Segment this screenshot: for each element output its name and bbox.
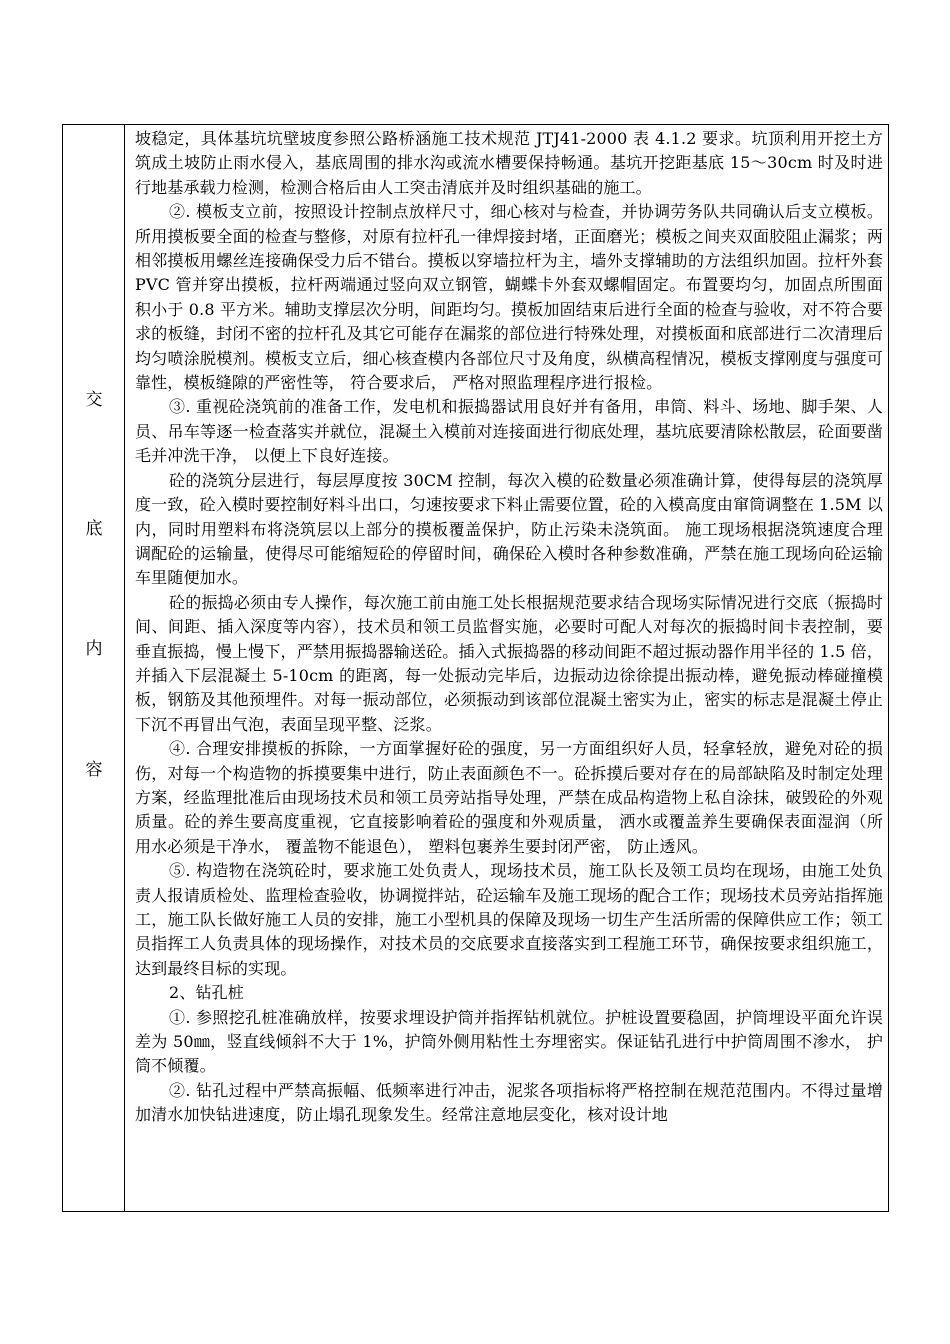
- section-label-char: 内: [85, 639, 103, 659]
- section-label-column: [63, 125, 125, 1211]
- paragraph: 坡稳定，具体基坑坑壁坡度参照公路桥涵施工技术规范 JTJ41-2000 表 4.1.2 要求。坑顶利用开挖土方筑成土坡防止雨水侵入，基底周围的排水沟或流水槽要保持畅通。基坑开挖距基底 15～30cm 时及时进行地基承载力检测，检测合格后由人工突击清底并及时组织基础的施工。: [135, 129, 883, 197]
- paragraph: ⑤. 构造物在浇筑砼时，要求施工处负责人，现场技术员，施工队长及领工员均在现场，由施工处负责人报请质检处、监理检查验收，协调搅拌站，砼运输车及施工现场的配合工作；现场技术员旁站指挥施工，施工队长做好施工人员的安排，施工小型机具的保障及现场一切生产生活所需的保障供应工作；领工员指挥工人负责具体的现场操作，对技术员的交底要求直接落实到工程施工环节，确保按要求组织施工，达到最终目标的实现。: [135, 861, 883, 978]
- paragraph: 砼的浇筑分层进行，每层厚度按 30CM 控制，每次入模的砼数量必须准确计算，使得每层的浇筑厚度一致，砼入模时要控制好料斗出口，匀速按要求下料止需要位置，砼的入模高度由窜筒调整在 1.5M 以内，同时用塑料布将浇筑层以上部分的摸板覆盖保护，防止污染未浇筑面。 施工现场根据浇筑速度合理调配砼的运输量，使得尽可能缩短砼的停留时间，确保砼入模时各种参数准确，严禁在施工现场向砼运输车里随便加水。: [135, 470, 883, 588]
- content-body: [135, 127, 883, 1128]
- section-heading: 2、钻孔桩: [169, 983, 244, 1003]
- section-label-char: 底: [85, 519, 103, 539]
- paragraph: ②. 钻孔过程中严禁高振幅、低频率进行冲击，泥浆各项指标将严格控制在规范范围内。不得过量增加清水加快钻进速度，防止塌孔现象发生。经常注意地层变化，核对设计地: [135, 1080, 883, 1125]
- content-table: [62, 124, 889, 1212]
- section-label-char: 容: [85, 760, 103, 780]
- paragraph: ②. 模板支立前，按照设计控制点放样尺寸，细心核对与检查，并协调劳务队共同确认后支立模板。所用摸板要全面的检查与整修，对原有拉杆孔一律焊接封堵，正面磨光；模板之间夹双面胶阻止漏浆；两相邻摸板用螺丝连接确保受力后不错台。摸板以穿墙拉杆为主，墙外支撑辅助的方法组织加固。拉杆外套 PVC 管并穿出摸板，拉杆两端通过竖向双立钢管，蝴蝶卡外套双螺帽固定。布置要均匀，加固点所围面积小于 0.8 平方米。辅助支撑层次分明，间距均匀。摸板加固结束后进行全面的检查与验收，对不符合要求的板缝，封闭不密的拉杆孔及其它可能存在漏浆的部位进行特殊处理，对摸板面和底部进行二次清理后均匀喷涂脱模剂。模板支立后，细心核查模内各部位尺寸及角度，纵横高程情况，模板支撑刚度与强度可靠性，模板缝隙的严密性等， 符合要求后， 严格对照监理程序进行报检。: [135, 202, 883, 393]
- paragraph: ③. 重视砼浇筑前的准备工作，发电机和振捣器试用良好并有备用，串筒、料斗、场地、脚手架、人员、吊车等逐一检查落实并就位，混凝土入模前对连接面进行彻底处理，基坑底要清除松散层，砼面要凿毛并冲洗干净， 以便上下良好连接。: [135, 397, 883, 466]
- paragraph: 砼的振捣必须由专人操作，每次施工前由施工处长根据规范要求结合现场实际情况进行交底（振捣时间、间距、插入深度等内容），技术员和领工员监督实施，必要时可配人对每次的振捣时间卡表控制，要垂直振捣，慢上慢下，严禁用振捣器输送砼。插入式振捣器的移动间距不超过振动器作用半径的 1.5 倍，并插入下层混凝土 5-10cm 的距离，每一处振动完毕后，边振动边徐徐提出振动棒，避免振动棒碰撞模板，钢筋及其他预埋件。对每一振动部位，必须振动到该部位混凝土密实为止，密实的标志是混凝土停止下沉不再冒出气泡，表面呈现平整、泛浆。: [135, 592, 883, 734]
- section-label-char: 交: [85, 390, 103, 410]
- paragraph: ④. 合理安排摸板的拆除，一方面掌握好砼的强度，另一方面组织好人员，轻拿轻放，避免对砼的损伤，对每一个构造物的拆摸要集中进行，防止表面颜色不一。砼拆摸后要对存在的局部缺陷及时制定处理方案，经监理批准后由现场技术员和领工员旁站指导处理，严禁在成品构造物上私自涂抹，破毁砼的外观质量。砼的养生要高度重视，它直接影响着砼的强度和外观质量， 洒水或覆盖养生要确保表面湿润（所用水必须是干净水， 覆盖物不能退色）， 塑料包裹养生要封闭严密， 防止透风。: [135, 739, 883, 856]
- paragraph: ①. 参照挖孔桩准确放样，按要求埋设护筒并指挥钻机就位。护桩设置要稳固，护筒埋设平面允许误差为 50㎜，竖直线倾斜不大于 1%，护筒外侧用粘性土夯埋密实。保证钻孔进行中护筒周围不渗水， 护筒不倾覆。: [135, 1007, 883, 1076]
